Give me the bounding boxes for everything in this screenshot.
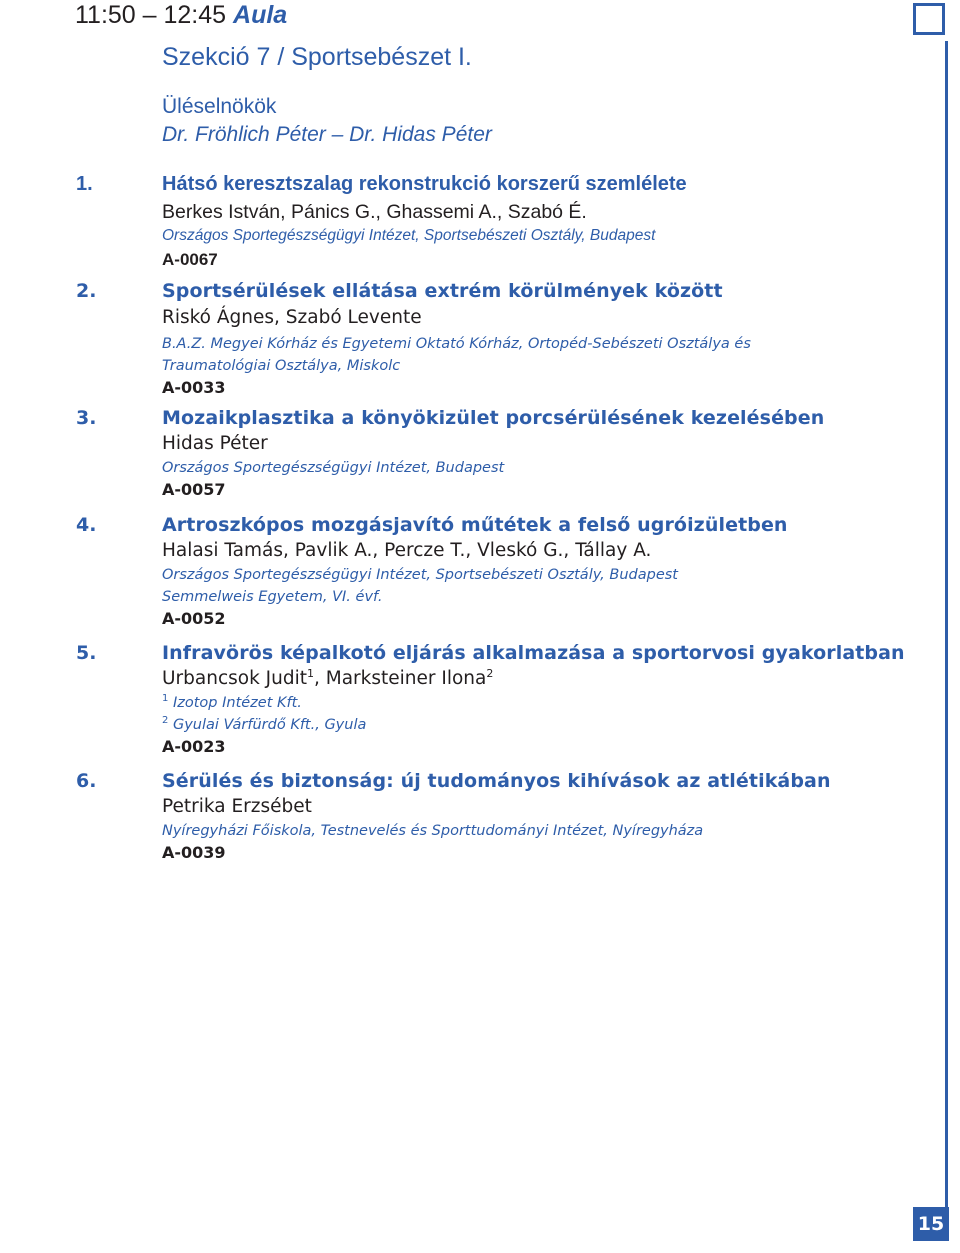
talk-affiliation — [162, 714, 910, 736]
talk-authors: Hidas Péter — [162, 433, 268, 454]
chairs-names: Dr. Fröhlich Péter – Dr. Hidas Péter — [162, 123, 492, 146]
affiliation-text: Izotop Intézet Kft. — [172, 695, 302, 711]
affiliation-marker: 2 — [486, 666, 494, 680]
talk-title: Artroszkópos mozgásjavító műtétek a felső ugróizületben — [162, 514, 788, 536]
talk-affiliation: Országos Sportegészségügyi Intézet, Sportsebészeti Osztály, Budapest — [162, 227, 656, 244]
talk-affiliation: Semmelweis Egyetem, VI. évf. — [162, 589, 383, 605]
abstract-code: A-0057 — [162, 480, 226, 499]
talk-number: 3. — [76, 407, 97, 429]
talk-title: Sportsérülések ellátása extrém körülmények között — [162, 280, 723, 302]
talk-number: 1. — [76, 173, 93, 195]
abstract-code: A-0033 — [162, 378, 226, 397]
talk-number: 4. — [76, 514, 97, 536]
abstract-code: A-0039 — [162, 843, 226, 862]
affiliation-marker: 1 — [162, 693, 169, 705]
page-edge-rule — [945, 41, 948, 1236]
room-name: Aula — [233, 1, 288, 29]
abstract-code: A-0052 — [162, 609, 226, 628]
time-range: 11:50 – 12:45 — [75, 1, 227, 29]
abstract-code: A-0023 — [162, 737, 226, 756]
talk-affiliation: Országos Sportegészségügyi Intézet, Sportsebészeti Osztály, Budapest — [162, 567, 678, 583]
talk-authors: Riskó Ágnes, Szabó Levente — [162, 307, 422, 328]
talk-title: Hátsó keresztszalag rekonstrukció korszerű szemlélete — [162, 173, 687, 195]
talk-affiliation: Traumatológiai Osztálya, Miskolc — [162, 358, 401, 374]
talk-number: 2. — [76, 280, 97, 302]
session-time — [75, 0, 287, 30]
talk-title: Infravörös képalkotó eljárás alkalmazása a sportorvosi gyakorlatban — [162, 642, 905, 664]
talk-affiliation: B.A.Z. Megyei Kórház és Egyetemi Oktató Kórház, Ortopéd-Sebészeti Osztálya és — [162, 336, 751, 352]
talk-affiliation: Nyíregyházi Főiskola, Testnevelés és Sporttudományi Intézet, Nyíregyháza — [162, 823, 704, 839]
talk-authors — [162, 666, 910, 692]
chairs-label: Üléselnökök — [162, 95, 277, 118]
talk-number: 5. — [76, 642, 97, 664]
author-name: Urbancsok Judit — [162, 668, 307, 689]
talk-affiliation — [162, 692, 910, 714]
affiliation-marker: 2 — [162, 715, 169, 727]
corner-marker — [913, 3, 945, 35]
page-number: 15 — [913, 1207, 949, 1241]
talk-number: 6. — [76, 770, 97, 792]
affiliation-text: Gyulai Várfürdő Kft., Gyula — [172, 717, 367, 733]
abstract-code: A-0067 — [162, 250, 218, 269]
talk-authors: Halasi Tamás, Pavlik A., Percze T., Vleskó G., Tállay A. — [162, 540, 652, 561]
author-name: , Marksteiner Ilona — [314, 668, 487, 689]
talk-affiliation: Országos Sportegészségügyi Intézet, Budapest — [162, 460, 505, 476]
talk-title: Sérülés és biztonság: új tudományos kihívások az atlétikában — [162, 770, 831, 792]
talk-authors: Berkes István, Pánics G., Ghassemi A., Szabó É. — [162, 201, 587, 223]
affiliation-marker: 1 — [307, 666, 314, 680]
talk-title: Mozaikplasztika a könyökizület porcsérülésének kezelésében — [162, 407, 825, 429]
talk-authors: Petrika Erzsébet — [162, 796, 312, 817]
session-title: Szekció 7 / Sportsebészet I. — [162, 43, 472, 71]
